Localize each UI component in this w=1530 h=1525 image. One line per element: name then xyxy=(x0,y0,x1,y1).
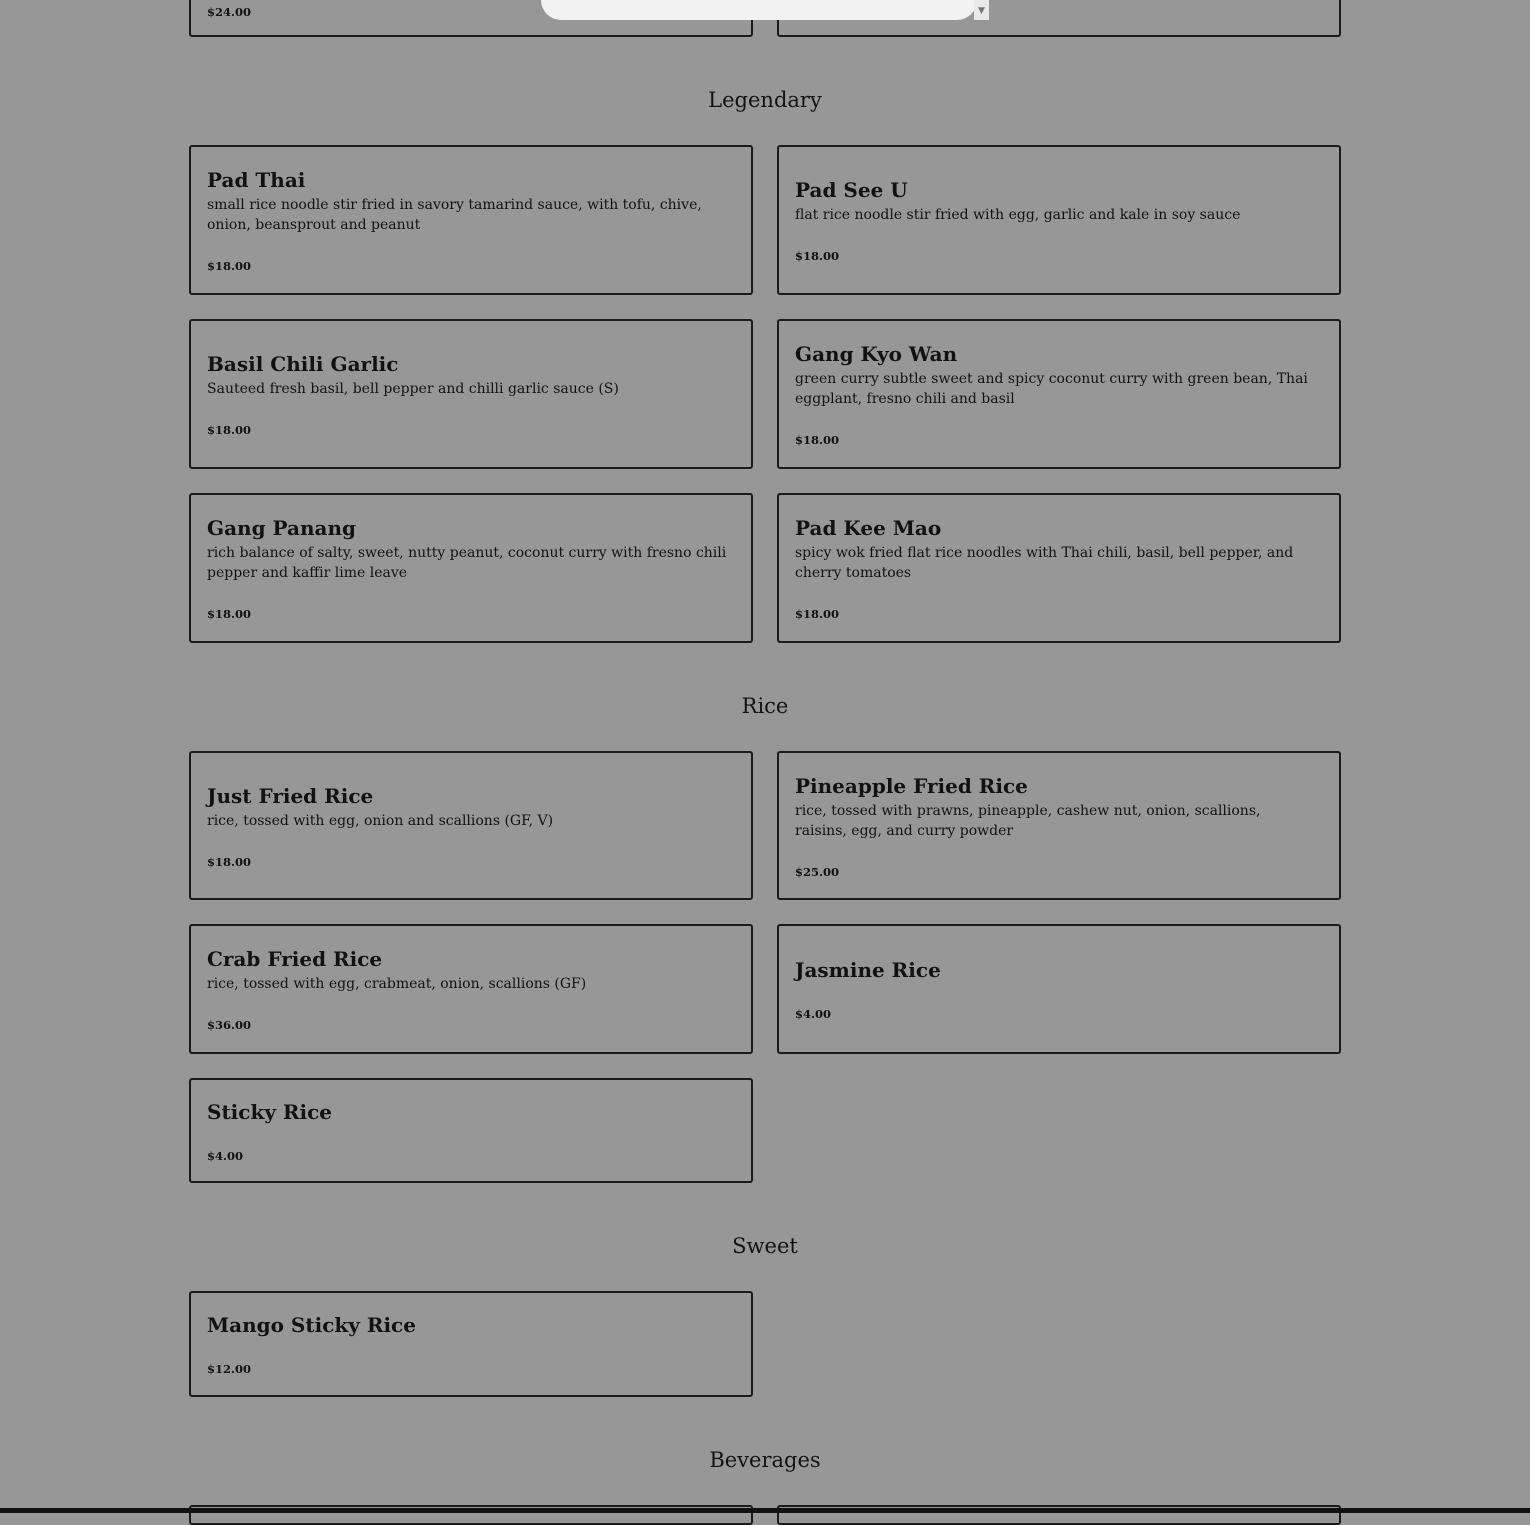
menu-item-card[interactable] xyxy=(189,493,753,643)
section-heading-legendary: Legendary xyxy=(708,88,822,112)
menu-item-description: Sauteed fresh basil, bell pepper and chilli garlic sauce (S) xyxy=(207,381,619,397)
menu-item-price: $18.00 xyxy=(795,249,840,263)
menu-item-description: rice, tossed with egg, onion and scallions (GF, V) xyxy=(207,812,554,829)
menu-item-price: $18.00 xyxy=(207,259,252,273)
menu-item-price: $36.00 xyxy=(207,1018,252,1032)
menu-item-name: Gang Kyo Wan xyxy=(795,342,958,366)
menu-item-description: spicy wok fried flat rice noodles with Thai chili, basil, bell pepper, and cherry tomatoes xyxy=(795,545,1294,581)
menu-item-description: rich balance of salty, sweet, nutty peanut, coconut curry with fresno chili pepper and kaffir lime leave xyxy=(207,545,727,581)
menu-item-price: $4.00 xyxy=(795,1007,832,1021)
menu-item-price: $25.00 xyxy=(795,864,840,879)
menu-item-card[interactable] xyxy=(189,145,753,295)
menu-item-name: Pad See U xyxy=(795,178,908,202)
menu-item-card[interactable] xyxy=(777,924,1341,1054)
menu-item-price: $4.00 xyxy=(207,1148,244,1163)
menu-item-card[interactable] xyxy=(777,493,1341,643)
menu-item-name: Mango Sticky Rice xyxy=(207,1313,416,1337)
menu-item-description: green curry subtle sweet and spicy coconut curry with green bean, Thai eggplant, fresno chili and basil xyxy=(795,371,1308,407)
category-select[interactable] xyxy=(541,0,977,20)
section-heading-sweet: Sweet xyxy=(732,1234,798,1258)
menu-item-card[interactable] xyxy=(189,1291,753,1397)
menu-item-name: Pineapple Fried Rice xyxy=(795,773,1028,798)
menu-item-description: rice, tossed with egg, crabmeat, onion, scallions (GF) xyxy=(207,976,587,992)
menu-item-description: flat rice noodle stir fried with egg, garlic and kale in soy sauce xyxy=(795,207,1241,223)
menu-item-name: Sticky Rice xyxy=(207,1099,333,1124)
menu-item-price: $18.00 xyxy=(207,854,252,869)
bottom-bar xyxy=(0,1508,1530,1513)
menu-item-card[interactable] xyxy=(777,319,1341,469)
menu-item-card[interactable] xyxy=(189,319,753,469)
menu-item-description: small rice noodle stir fried in savory tamarind sauce, with tofu, chive, onion, beansprout and peanut xyxy=(207,197,702,233)
menu-item-name: Crab Fried Rice xyxy=(207,947,383,971)
menu-item-card[interactable] xyxy=(777,751,1341,900)
menu-item-price: $12.00 xyxy=(207,1362,252,1376)
menu-item-price: $18.00 xyxy=(207,423,252,437)
menu-item-name: Jasmine Rice xyxy=(795,958,941,982)
menu-item-name: Pad Thai xyxy=(207,168,306,192)
section-heading-rice: Rice xyxy=(741,694,789,718)
menu-item-price: $24.00 xyxy=(207,5,252,19)
section-heading-beverages: Beverages xyxy=(709,1448,821,1472)
menu-item-price: $18.00 xyxy=(795,433,840,447)
menu-item-description: rice, tossed with prawns, pineapple, cashew nut, onion, scallions, raisins, egg, and curry powder xyxy=(795,802,1261,839)
menu-item-name: Pad Kee Mao xyxy=(795,516,942,540)
menu-item-price: $18.00 xyxy=(795,607,840,621)
menu-item-card[interactable] xyxy=(189,751,753,900)
menu-item-name: Basil Chili Garlic xyxy=(207,352,399,376)
menu-item-card[interactable] xyxy=(189,1078,753,1183)
menu-item-card[interactable] xyxy=(777,145,1341,295)
menu-item-name: Gang Panang xyxy=(207,516,357,540)
menu-item-name: Just Fried Rice xyxy=(207,783,374,808)
menu-item-price: $18.00 xyxy=(207,607,252,621)
chevron-down-icon[interactable]: ▼ xyxy=(974,0,989,20)
menu-item-card[interactable] xyxy=(189,924,753,1054)
